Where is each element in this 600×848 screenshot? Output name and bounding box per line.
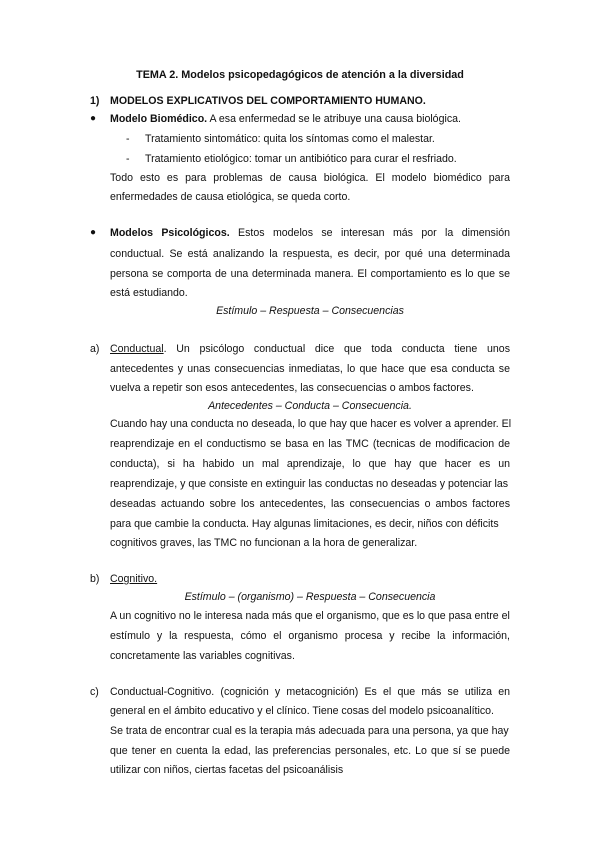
biomedico-text: A esa enfermedad se le atribuye una causa biológica.	[207, 113, 461, 125]
biomedico-term: Modelo Biomédico.	[110, 113, 208, 125]
conductual-cognitivo-line: Conductual-Cognitivo. (cognición y metacognición) Es el que más se utiliza en	[110, 686, 510, 698]
psicologicos-line: conductual. Se está analizando la respuesta, es decir, por qué una determinada	[110, 248, 510, 260]
psicologicos-line	[110, 227, 510, 240]
conductual-p2-line: para que cambie la conducta. Hay algunas limitaciones, es decir, niños con déficits	[110, 518, 499, 530]
list-letter: b)	[90, 573, 100, 585]
psicologicos-formula: Estímulo – Respuesta – Consecuencias	[216, 305, 404, 317]
conductual-p2-line: cognitivos graves, las TMC no funcionan a la hora de generalizar.	[110, 537, 418, 549]
dash-icon: -	[126, 133, 130, 145]
psicologicos-term: Modelos Psicológicos.	[110, 227, 230, 239]
biomedico-item-2: Tratamiento etiológico: tomar un antibiótico para curar el resfriado.	[145, 153, 457, 165]
conductual-text: . Un psicólogo conductual dice que toda conducta tiene unos	[163, 343, 510, 355]
conductual-line: vuelva a repetir son esos antecedentes, las consecuencias o ambos factores.	[110, 382, 474, 394]
cognitivo-line: A un cognitivo no le interesa nada más que el organismo, que es lo que pasa entre el	[110, 610, 510, 622]
conductual-p2-line: reaprendizaje en el conductismo se basa en las TMC (tecnicas de modificacion de	[110, 438, 510, 450]
conductual-formula: Antecedentes – Conducta – Consecuencia.	[208, 400, 412, 412]
dash-icon: -	[126, 153, 130, 165]
cognitivo-formula: Estímulo – (organismo) – Respuesta – Consecuencia	[184, 591, 436, 603]
conductual-cognitivo-line: general en el ámbito educativo y el clínico. Tiene cosas del modelo psicoanalítico.	[110, 705, 494, 717]
conductual-cognitivo-line: utilizar con niños, ciertas facetas del psicoanálisis	[110, 764, 344, 776]
bullet-icon: ●	[90, 227, 97, 238]
conductual-p2-line: reaprendizaje, y que consiste en extinguir las conductas no deseadas y potenciar las	[110, 478, 509, 490]
bullet-icon: ●	[90, 113, 97, 124]
psicologicos-line: está estudiando.	[110, 287, 188, 299]
document-title: TEMA 2. Modelos psicopedagógicos de atención a la diversidad	[136, 69, 464, 81]
list-letter: c)	[90, 686, 99, 698]
conductual-term: Conductual	[110, 343, 164, 355]
conductual-line	[110, 343, 510, 356]
biomedico-para-line: Todo esto es para problemas de causa biológica. El modelo biomédico para	[110, 172, 510, 184]
conductual-p2-line: deseadas actuando sobre los antecedentes, las consecuencias o ambos factores	[110, 498, 510, 510]
cognitivo-line: concretamente las variables cognitivas.	[110, 650, 295, 662]
biomedico-item-1: Tratamiento sintomático: quita los síntomas como el malestar.	[145, 133, 435, 145]
conductual-cognitivo-line: Se trata de encontrar cual es la terapia más adecuada para una persona, ya que hay	[110, 725, 509, 737]
conductual-line: antecedentes y unas consecuencias inmediatas, lo que hace que esa conducta se	[110, 363, 510, 375]
conductual-p2-line: Cuando hay una conducta no deseada, lo que hay que hacer es volver a aprender. El	[110, 418, 512, 430]
section-heading: MODELOS EXPLICATIVOS DEL COMPORTAMIENTO HUMANO.	[110, 95, 426, 107]
psicologicos-text: Estos modelos se interesan más por la dimensión	[229, 227, 510, 239]
cognitivo-line: estímulo y la respuesta, cómo el organismo procesa y recibe la información,	[110, 630, 510, 642]
conductual-cognitivo-line: que tener en cuenta la edad, las preferencias personales, etc. Lo que sí se puede	[110, 745, 510, 757]
cognitivo-term: Cognitivo.	[110, 573, 158, 585]
biomedico-line	[110, 113, 461, 126]
conductual-p2-line: conducta), si ha habido un mal aprendizaje, lo que hay que hacer es un	[110, 458, 510, 470]
list-letter: a)	[90, 343, 100, 355]
section-number: 1)	[90, 95, 100, 107]
psicologicos-line: persona se comporta de una determinada manera. El comportamiento es lo que se	[110, 268, 510, 280]
biomedico-para-line: enfermedades de causa etiológica, se queda corto.	[110, 191, 351, 203]
